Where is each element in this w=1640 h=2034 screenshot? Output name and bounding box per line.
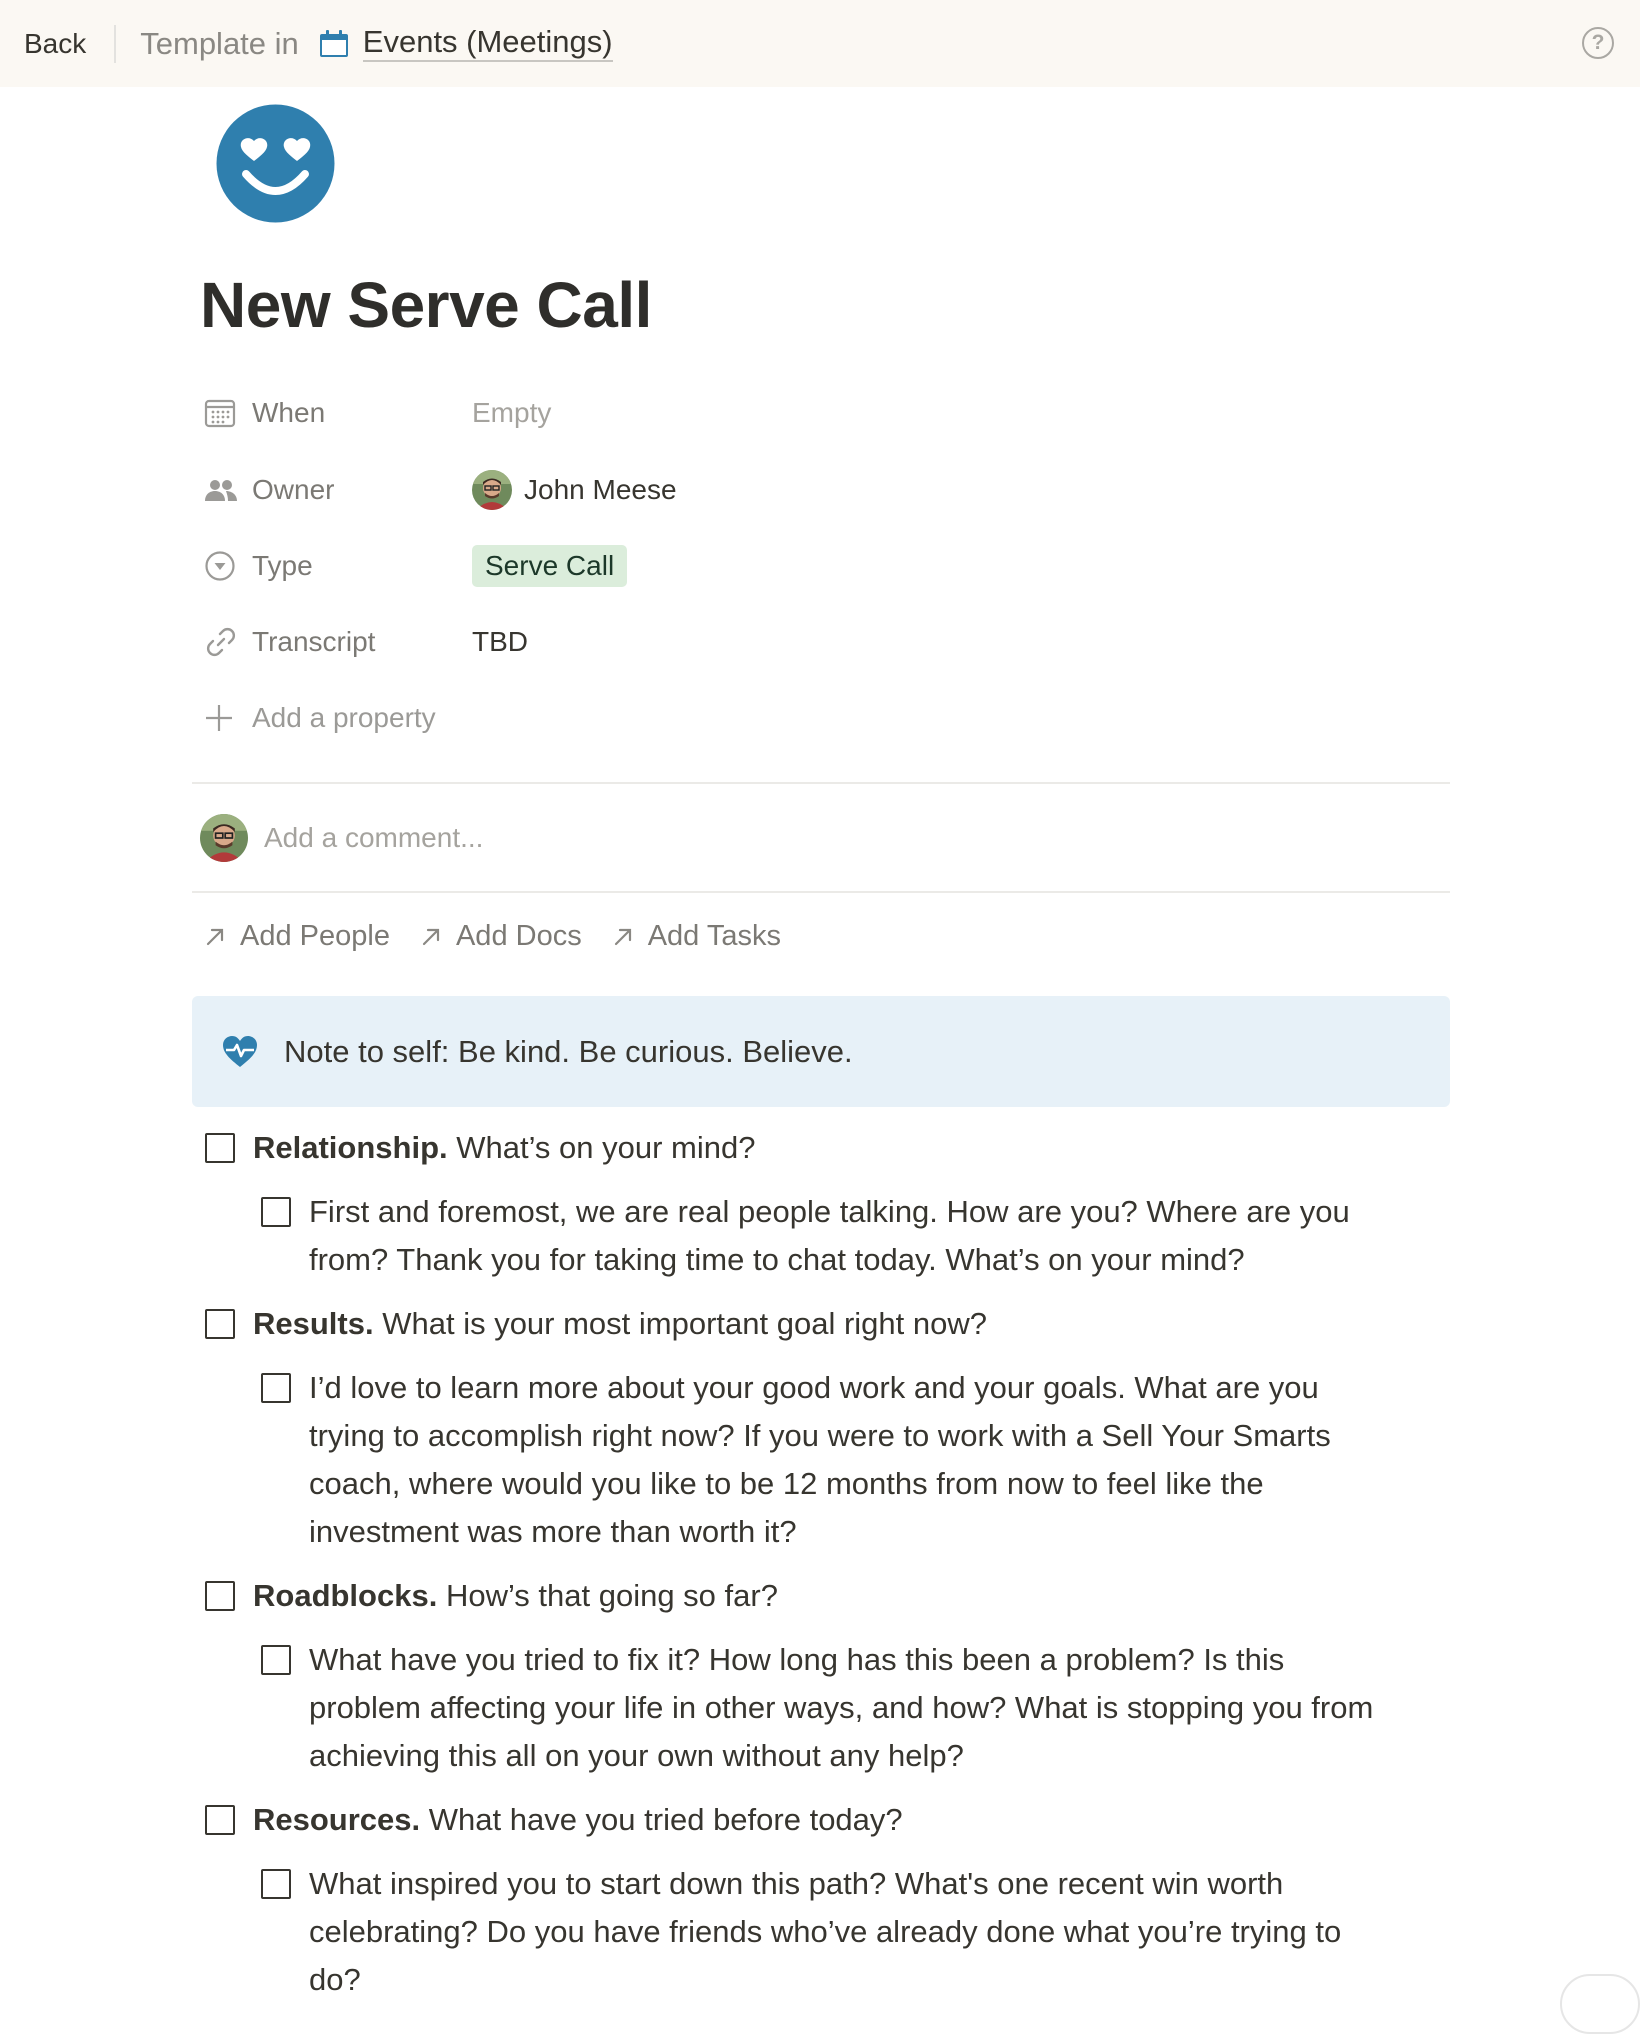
todo-subitem bbox=[261, 1364, 1451, 1556]
todo-line: achieving this all on your own without any help? bbox=[309, 1738, 964, 1773]
page-title[interactable]: New Serve Call bbox=[200, 268, 652, 342]
todo-line: trying to accomplish right now? If you were to work with a Sell Your Smarts bbox=[309, 1418, 1331, 1453]
arrow-up-right-icon bbox=[612, 926, 634, 948]
todo-text[interactable] bbox=[253, 1124, 756, 1172]
todo-line: coach, where would you like to be 12 months from now to feel like the bbox=[309, 1466, 1264, 1501]
todo-line: What have you tried to fix it? How long has this been a problem? Is this bbox=[309, 1642, 1284, 1677]
property-name: Owner bbox=[252, 474, 472, 506]
type-tag: Serve Call bbox=[472, 545, 627, 587]
add-docs-link[interactable] bbox=[420, 920, 582, 953]
help-icon[interactable]: ? bbox=[1582, 27, 1614, 59]
property-name: Type bbox=[252, 550, 472, 582]
property-row-when[interactable] bbox=[200, 383, 1100, 443]
link-icon bbox=[200, 625, 244, 659]
property-row-transcript[interactable] bbox=[200, 612, 1100, 672]
add-property-button[interactable] bbox=[200, 688, 1100, 748]
avatar bbox=[200, 814, 248, 862]
owner-name: John Meese bbox=[524, 474, 677, 506]
back-button[interactable]: Back bbox=[24, 28, 86, 60]
todo-line: I’d love to learn more about your good work and your goals. What are you bbox=[309, 1370, 1319, 1405]
link-label: Add Docs bbox=[456, 920, 582, 953]
link-label: Add People bbox=[240, 920, 390, 953]
top-bar bbox=[0, 0, 1640, 87]
todo-subitem bbox=[261, 1188, 1451, 1284]
todo-subitem bbox=[261, 1860, 1451, 2004]
link-label: Add Tasks bbox=[648, 920, 781, 953]
template-in-label: Template in bbox=[140, 26, 299, 62]
floating-button[interactable] bbox=[1560, 1974, 1640, 2034]
arrow-up-right-icon bbox=[204, 926, 226, 948]
todo-checkbox[interactable] bbox=[261, 1373, 291, 1403]
todo-item bbox=[205, 1124, 756, 1172]
todo-line: What inspired you to start down this path? What's one recent win worth bbox=[309, 1866, 1283, 1901]
todo-checkbox[interactable] bbox=[205, 1309, 235, 1339]
todo-checkbox[interactable] bbox=[261, 1197, 291, 1227]
todo-rest: What’s on your mind? bbox=[448, 1130, 756, 1165]
property-value-transcript[interactable]: TBD bbox=[472, 626, 528, 658]
todo-bold: Resources. bbox=[253, 1802, 420, 1837]
property-name: Transcript bbox=[252, 626, 472, 658]
property-name: When bbox=[252, 397, 472, 429]
todo-checkbox[interactable] bbox=[261, 1869, 291, 1899]
todo-subitem bbox=[261, 1636, 1451, 1780]
todo-rest: What have you tried before today? bbox=[420, 1802, 903, 1837]
todo-checkbox[interactable] bbox=[205, 1805, 235, 1835]
arrow-up-right-icon bbox=[420, 926, 442, 948]
todo-bold: Roadblocks. bbox=[253, 1578, 437, 1613]
todo-checkbox[interactable] bbox=[205, 1581, 235, 1611]
smiling-face-with-heart-eyes-icon[interactable] bbox=[216, 104, 335, 223]
todo-checkbox[interactable] bbox=[261, 1645, 291, 1675]
todo-item bbox=[205, 1796, 903, 1844]
todo-checkbox[interactable] bbox=[205, 1133, 235, 1163]
todo-line: problem affecting your life in other ways, and how? What is stopping you from bbox=[309, 1690, 1373, 1725]
todo-item bbox=[205, 1300, 987, 1348]
todo-line: investment was more than worth it? bbox=[309, 1514, 797, 1549]
property-value-when[interactable]: Empty bbox=[472, 397, 551, 429]
property-row-owner[interactable] bbox=[200, 460, 1100, 520]
avatar bbox=[472, 470, 512, 510]
callout-text: Note to self: Be kind. Be curious. Believe. bbox=[284, 1034, 853, 1070]
relation-links bbox=[204, 920, 811, 953]
todo-line: do? bbox=[309, 1962, 361, 1997]
comment-input[interactable] bbox=[264, 822, 864, 854]
todo-rest: What is your most important goal right now? bbox=[374, 1306, 987, 1341]
todo-text[interactable] bbox=[309, 1188, 1449, 1284]
property-value-type[interactable] bbox=[472, 545, 627, 587]
add-property-label: Add a property bbox=[252, 702, 436, 734]
comment-row bbox=[200, 812, 864, 864]
todo-bold: Results. bbox=[253, 1306, 374, 1341]
property-value-owner[interactable] bbox=[472, 470, 677, 510]
topbar-divider bbox=[114, 25, 116, 63]
todo-line: First and foremost, we are real people talking. How are you? Where are you bbox=[309, 1194, 1350, 1229]
people-icon bbox=[200, 478, 244, 502]
database-link[interactable]: Events (Meetings) bbox=[363, 25, 613, 61]
select-icon bbox=[200, 550, 244, 582]
todo-rest: How’s that going so far? bbox=[437, 1578, 778, 1613]
add-tasks-link[interactable] bbox=[612, 920, 781, 953]
heart-pulse-icon bbox=[222, 1035, 258, 1069]
calendar-icon bbox=[200, 398, 244, 428]
callout-block[interactable] bbox=[192, 996, 1450, 1107]
todo-text[interactable] bbox=[253, 1300, 987, 1348]
todo-text[interactable] bbox=[253, 1572, 778, 1620]
property-row-type[interactable] bbox=[200, 536, 1100, 596]
todo-text[interactable] bbox=[309, 1636, 1449, 1780]
todo-text[interactable] bbox=[309, 1860, 1449, 2004]
calendar-icon bbox=[319, 30, 349, 58]
add-people-link[interactable] bbox=[204, 920, 390, 953]
todo-bold: Relationship. bbox=[253, 1130, 448, 1165]
todo-text[interactable] bbox=[253, 1796, 903, 1844]
todo-text[interactable] bbox=[309, 1364, 1449, 1556]
todo-item bbox=[205, 1572, 778, 1620]
divider bbox=[192, 782, 1450, 784]
plus-icon bbox=[200, 703, 244, 733]
todo-line: from? Thank you for taking time to chat today. What’s on your mind? bbox=[309, 1242, 1245, 1277]
divider bbox=[192, 891, 1450, 893]
todo-line: celebrating? Do you have friends who’ve already done what you’re trying to bbox=[309, 1914, 1341, 1949]
